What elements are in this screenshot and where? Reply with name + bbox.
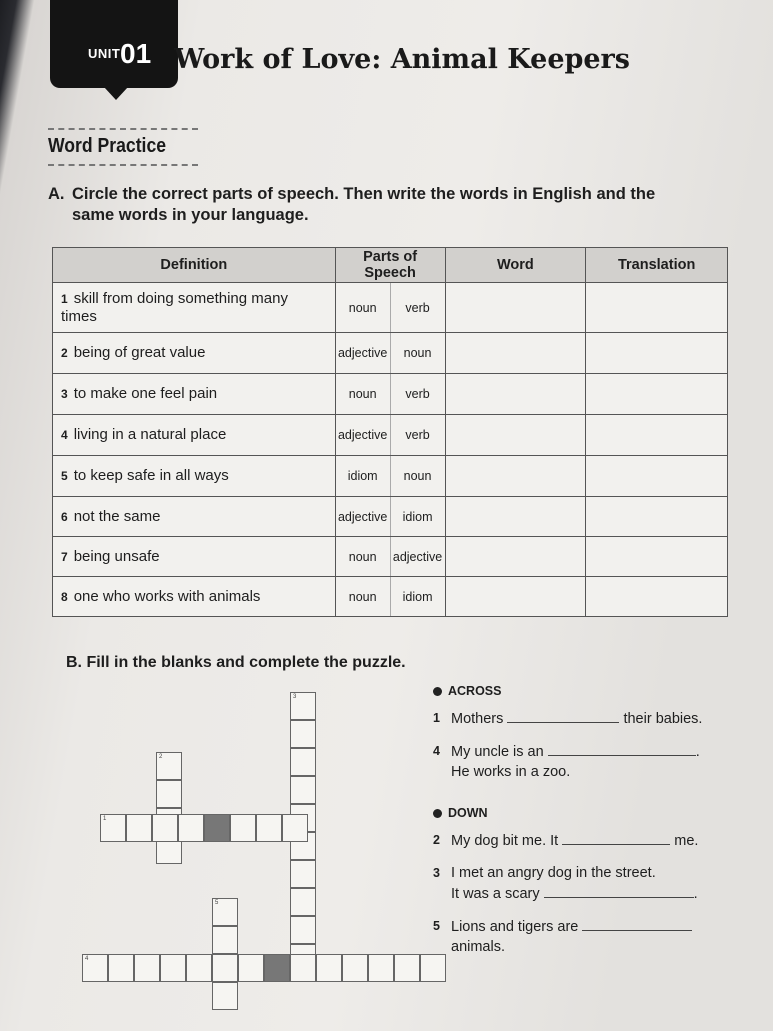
- word-answer-cell[interactable]: [445, 283, 586, 333]
- row-number: 4: [61, 428, 68, 442]
- crossword-cell[interactable]: [212, 898, 238, 926]
- definition-cell: [53, 333, 336, 374]
- word-answer-cell[interactable]: [445, 333, 586, 374]
- pos-option[interactable]: verb: [390, 374, 445, 415]
- answer-blank[interactable]: [548, 741, 696, 756]
- definition-text: to make one feel pain: [73, 385, 218, 402]
- answer-blank[interactable]: [562, 830, 670, 845]
- pos-option[interactable]: noun: [335, 283, 390, 333]
- crossword-cell[interactable]: [290, 860, 316, 888]
- crossword-cell[interactable]: [290, 720, 316, 748]
- instruction-letter: A.: [48, 185, 65, 203]
- pos-option[interactable]: adjective: [335, 497, 390, 537]
- definition-text: not the same: [73, 507, 161, 525]
- pos-option[interactable]: adjective: [335, 415, 390, 456]
- clue-number: 2: [159, 754, 163, 760]
- down-heading: DOWN: [433, 806, 753, 820]
- pos-option[interactable]: noun: [390, 456, 445, 497]
- crossword-cell[interactable]: [212, 982, 238, 1010]
- clue-number: 1: [103, 816, 107, 822]
- row-number: 5: [61, 469, 68, 483]
- row-number: 8: [61, 589, 68, 604]
- word-answer-cell[interactable]: [445, 537, 586, 577]
- definition-cell: [53, 577, 336, 617]
- table-row: [53, 577, 728, 617]
- header-translation: Translation: [586, 248, 728, 283]
- definition-cell: [53, 497, 336, 537]
- definition-cell: [53, 456, 336, 497]
- row-number: 1: [61, 291, 68, 306]
- clue-number: 3: [293, 694, 297, 700]
- pos-option[interactable]: idiom: [335, 456, 390, 497]
- table-row: [53, 374, 728, 415]
- pos-option[interactable]: noun: [335, 577, 390, 617]
- clue-number: 4: [85, 956, 89, 962]
- definition-cell: [53, 374, 336, 415]
- row-number: 7: [61, 549, 68, 564]
- word-answer-cell[interactable]: [445, 456, 586, 497]
- table-row: [53, 415, 728, 456]
- translation-answer-cell[interactable]: [586, 456, 728, 497]
- pos-option[interactable]: adjective: [335, 333, 390, 374]
- pos-option[interactable]: verb: [390, 283, 445, 333]
- translation-answer-cell[interactable]: [586, 374, 728, 415]
- translation-answer-cell[interactable]: [586, 415, 728, 456]
- definition-cell: [53, 537, 336, 577]
- header-word: Word: [445, 248, 586, 283]
- vocab-table: [52, 247, 728, 617]
- clue-across-1: 1 Mothers their babies.: [433, 708, 753, 729]
- translation-answer-cell[interactable]: [586, 577, 728, 617]
- definition-text: skill from doing something many times: [61, 289, 288, 325]
- definition-text: one who works with animals: [73, 587, 261, 605]
- crossword-cell[interactable]: [134, 954, 160, 982]
- definition-cell: [53, 415, 336, 456]
- translation-answer-cell[interactable]: [586, 537, 728, 577]
- translation-answer-cell[interactable]: [586, 283, 728, 333]
- table-row: [53, 456, 728, 497]
- definition-text: being of great value: [73, 344, 206, 361]
- clue-down-3: 3 I met an angry dog in the street. It was a scary .: [433, 865, 698, 902]
- unit-title: Work of Love: Animal Keepers: [174, 44, 630, 75]
- clue-number: 5: [215, 900, 219, 906]
- translation-answer-cell[interactable]: [586, 497, 728, 537]
- instruction-b: B. Fill in the blanks and complete the puzzle.: [66, 654, 406, 671]
- crossword-cell[interactable]: [368, 954, 394, 982]
- definition-text: being unsafe: [73, 547, 160, 565]
- word-answer-cell[interactable]: [445, 497, 586, 537]
- answer-blank[interactable]: [507, 708, 619, 723]
- row-number: 6: [61, 509, 68, 524]
- clue-down-2: 2 My dog bit me. It me.: [433, 830, 753, 851]
- pos-option[interactable]: noun: [335, 374, 390, 415]
- crossword-cell[interactable]: [156, 752, 182, 780]
- word-answer-cell[interactable]: [445, 577, 586, 617]
- table-row: [53, 537, 728, 577]
- crossword-cell[interactable]: [290, 776, 316, 804]
- table-row: [53, 283, 728, 333]
- row-number: 2: [61, 346, 68, 360]
- definition-text: living in a natural place: [73, 426, 227, 443]
- table-row: [53, 497, 728, 537]
- crossword-cell[interactable]: [108, 954, 134, 982]
- crossword-cell[interactable]: [100, 814, 126, 842]
- answer-blank[interactable]: [582, 916, 692, 931]
- crossword-cell[interactable]: [290, 888, 316, 916]
- header-parts-of-speech: Parts of Speech: [335, 248, 445, 283]
- crossword-cell[interactable]: [186, 954, 212, 982]
- across-heading: ACROSS: [433, 684, 753, 698]
- crossword-cell[interactable]: [290, 692, 316, 720]
- crossword-cell[interactable]: [152, 814, 178, 842]
- section-heading: [48, 128, 198, 166]
- crossword-cell[interactable]: [290, 748, 316, 776]
- crossword-cell[interactable]: [238, 954, 264, 982]
- crossword-cell[interactable]: [230, 814, 256, 842]
- crossword-cell[interactable]: [342, 954, 368, 982]
- crossword-cell[interactable]: [156, 780, 182, 808]
- pos-option[interactable]: verb: [390, 415, 445, 456]
- definition-cell: [53, 283, 336, 333]
- crossword-shaded-cell: [204, 814, 230, 842]
- pos-option[interactable]: noun: [335, 537, 390, 577]
- pos-option[interactable]: idiom: [390, 577, 445, 617]
- pos-option[interactable]: adjective: [390, 537, 445, 577]
- clue-across-4: 4 My uncle is an . He works in a zoo.: [433, 741, 753, 782]
- crossword-cell[interactable]: [394, 954, 420, 982]
- clues-panel: [433, 684, 753, 969]
- unit-tab: [50, 0, 178, 88]
- unit-number: 01: [120, 38, 152, 69]
- crossword-cell[interactable]: [82, 954, 108, 982]
- word-answer-cell[interactable]: [445, 374, 586, 415]
- word-answer-cell[interactable]: [445, 415, 586, 456]
- clue-down-5: 5 Lions and tigers are animals.: [433, 916, 753, 957]
- crossword-cell[interactable]: [316, 954, 342, 982]
- translation-answer-cell[interactable]: [586, 333, 728, 374]
- crossword-cell[interactable]: [282, 814, 308, 842]
- crossword-cell[interactable]: [126, 814, 152, 842]
- worksheet-page: [30, 0, 773, 1031]
- crossword-cell[interactable]: [290, 916, 316, 944]
- crossword-cell[interactable]: [256, 814, 282, 842]
- crossword-cell[interactable]: [212, 954, 238, 982]
- crossword-cell[interactable]: [212, 926, 238, 954]
- unit-label: UNIT: [88, 46, 121, 61]
- crossword-cell[interactable]: [160, 954, 186, 982]
- table-header-row: [53, 248, 728, 283]
- instruction-line2: same words in your language.: [72, 206, 309, 224]
- bullet-icon: [433, 687, 442, 696]
- crossword-shaded-cell: [264, 954, 290, 982]
- section-title: Word Practice: [48, 135, 167, 157]
- definition-text: to keep safe in all ways: [73, 467, 229, 484]
- answer-blank[interactable]: [544, 883, 694, 898]
- pos-option[interactable]: idiom: [390, 497, 445, 537]
- row-number: 3: [61, 387, 68, 401]
- table-row: [53, 333, 728, 374]
- pos-option[interactable]: noun: [390, 333, 445, 374]
- crossword-cell[interactable]: [178, 814, 204, 842]
- bullet-icon: [433, 809, 442, 818]
- instruction-line1: Circle the correct parts of speech. Then write the words in English and the: [72, 185, 656, 203]
- crossword-cell[interactable]: [290, 954, 316, 982]
- instruction-a: [48, 184, 728, 226]
- header-definition: Definition: [53, 248, 336, 283]
